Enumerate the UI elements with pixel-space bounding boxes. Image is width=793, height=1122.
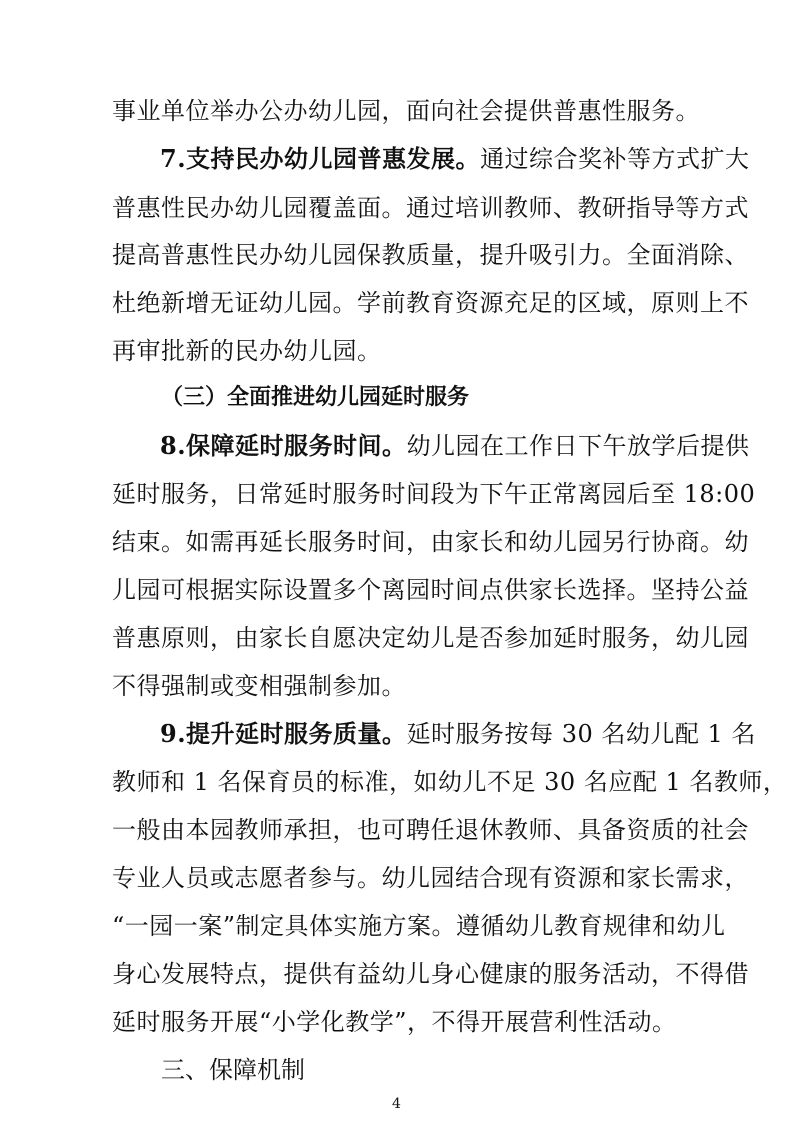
paragraph-text: 延时服务按每 30 名幼儿配 1 名 <box>406 720 756 748</box>
paragraph-line: 不得强制或变相强制参加。 <box>112 672 406 700</box>
paragraph-line: 再审批新的民办幼儿园。 <box>112 337 382 365</box>
paragraph-line: 普惠性民办幼儿园覆盖面。通过培训教师、教研指导等方式 <box>112 194 749 222</box>
paragraph-line: 延时服务，日常延时服务时间段为下午正常离园后至 18:00 <box>112 480 756 508</box>
section-subheading: （三）全面推进幼儿园延时服务 <box>161 385 470 410</box>
paragraph-line: 提高普惠性民办幼儿园保教质量，提升吸引力。全面消除、 <box>112 241 749 269</box>
paragraph-line: 结束。如需再延长服务时间，由家长和幼儿园另行协商。幼 <box>112 528 749 556</box>
paragraph-line: 专业人员或志愿者参与。幼儿园结合现有资源和家长需求， <box>112 864 749 892</box>
page-number: 4 <box>392 1096 401 1112</box>
section-heading: 三、保障机制 <box>161 1056 305 1084</box>
paragraph-line <box>160 144 750 174</box>
paragraph-line <box>160 719 756 749</box>
paragraph-line: 身心发展特点，提供有益幼儿身心健康的服务活动，不得借 <box>112 960 749 988</box>
item-heading: 7.支持民办幼儿园普惠发展。 <box>160 144 481 173</box>
paragraph-line: 杜绝新增无证幼儿园。学前教育资源充足的区域，原则上不 <box>112 289 749 317</box>
item-heading: 9.提升延时服务质量。 <box>160 719 407 748</box>
paragraph-line: 儿园可根据实际设置多个离园时间点供家长选择。坚持公益 <box>112 576 749 604</box>
paragraph-line <box>160 431 750 461</box>
paragraph-text: 幼儿园在工作日下午放学后提供 <box>406 432 750 460</box>
paragraph-line: 教师和 1 名保育员的标准，如幼儿不足 30 名应配 1 名教师， <box>112 768 788 796</box>
paragraph-line: 普惠原则，由家长自愿决定幼儿是否参加延时服务，幼儿园 <box>112 624 749 652</box>
paragraph-line: 一般由本园教师承担，也可聘任退休教师、具备资质的社会 <box>112 816 749 844</box>
paragraph-text: 通过综合奖补等方式扩大 <box>480 145 750 173</box>
paragraph-line: 延时服务开展“小学化教学”，不得开展营利性活动。 <box>112 1008 677 1036</box>
paragraph-line: 事业单位举办公办幼儿园，面向社会提供普惠性服务。 <box>112 97 700 125</box>
item-heading: 8.保障延时服务时间。 <box>160 431 407 460</box>
paragraph-line: “一园一案”制定具体实施方案。遵循幼儿教育规律和幼儿 <box>112 912 726 940</box>
